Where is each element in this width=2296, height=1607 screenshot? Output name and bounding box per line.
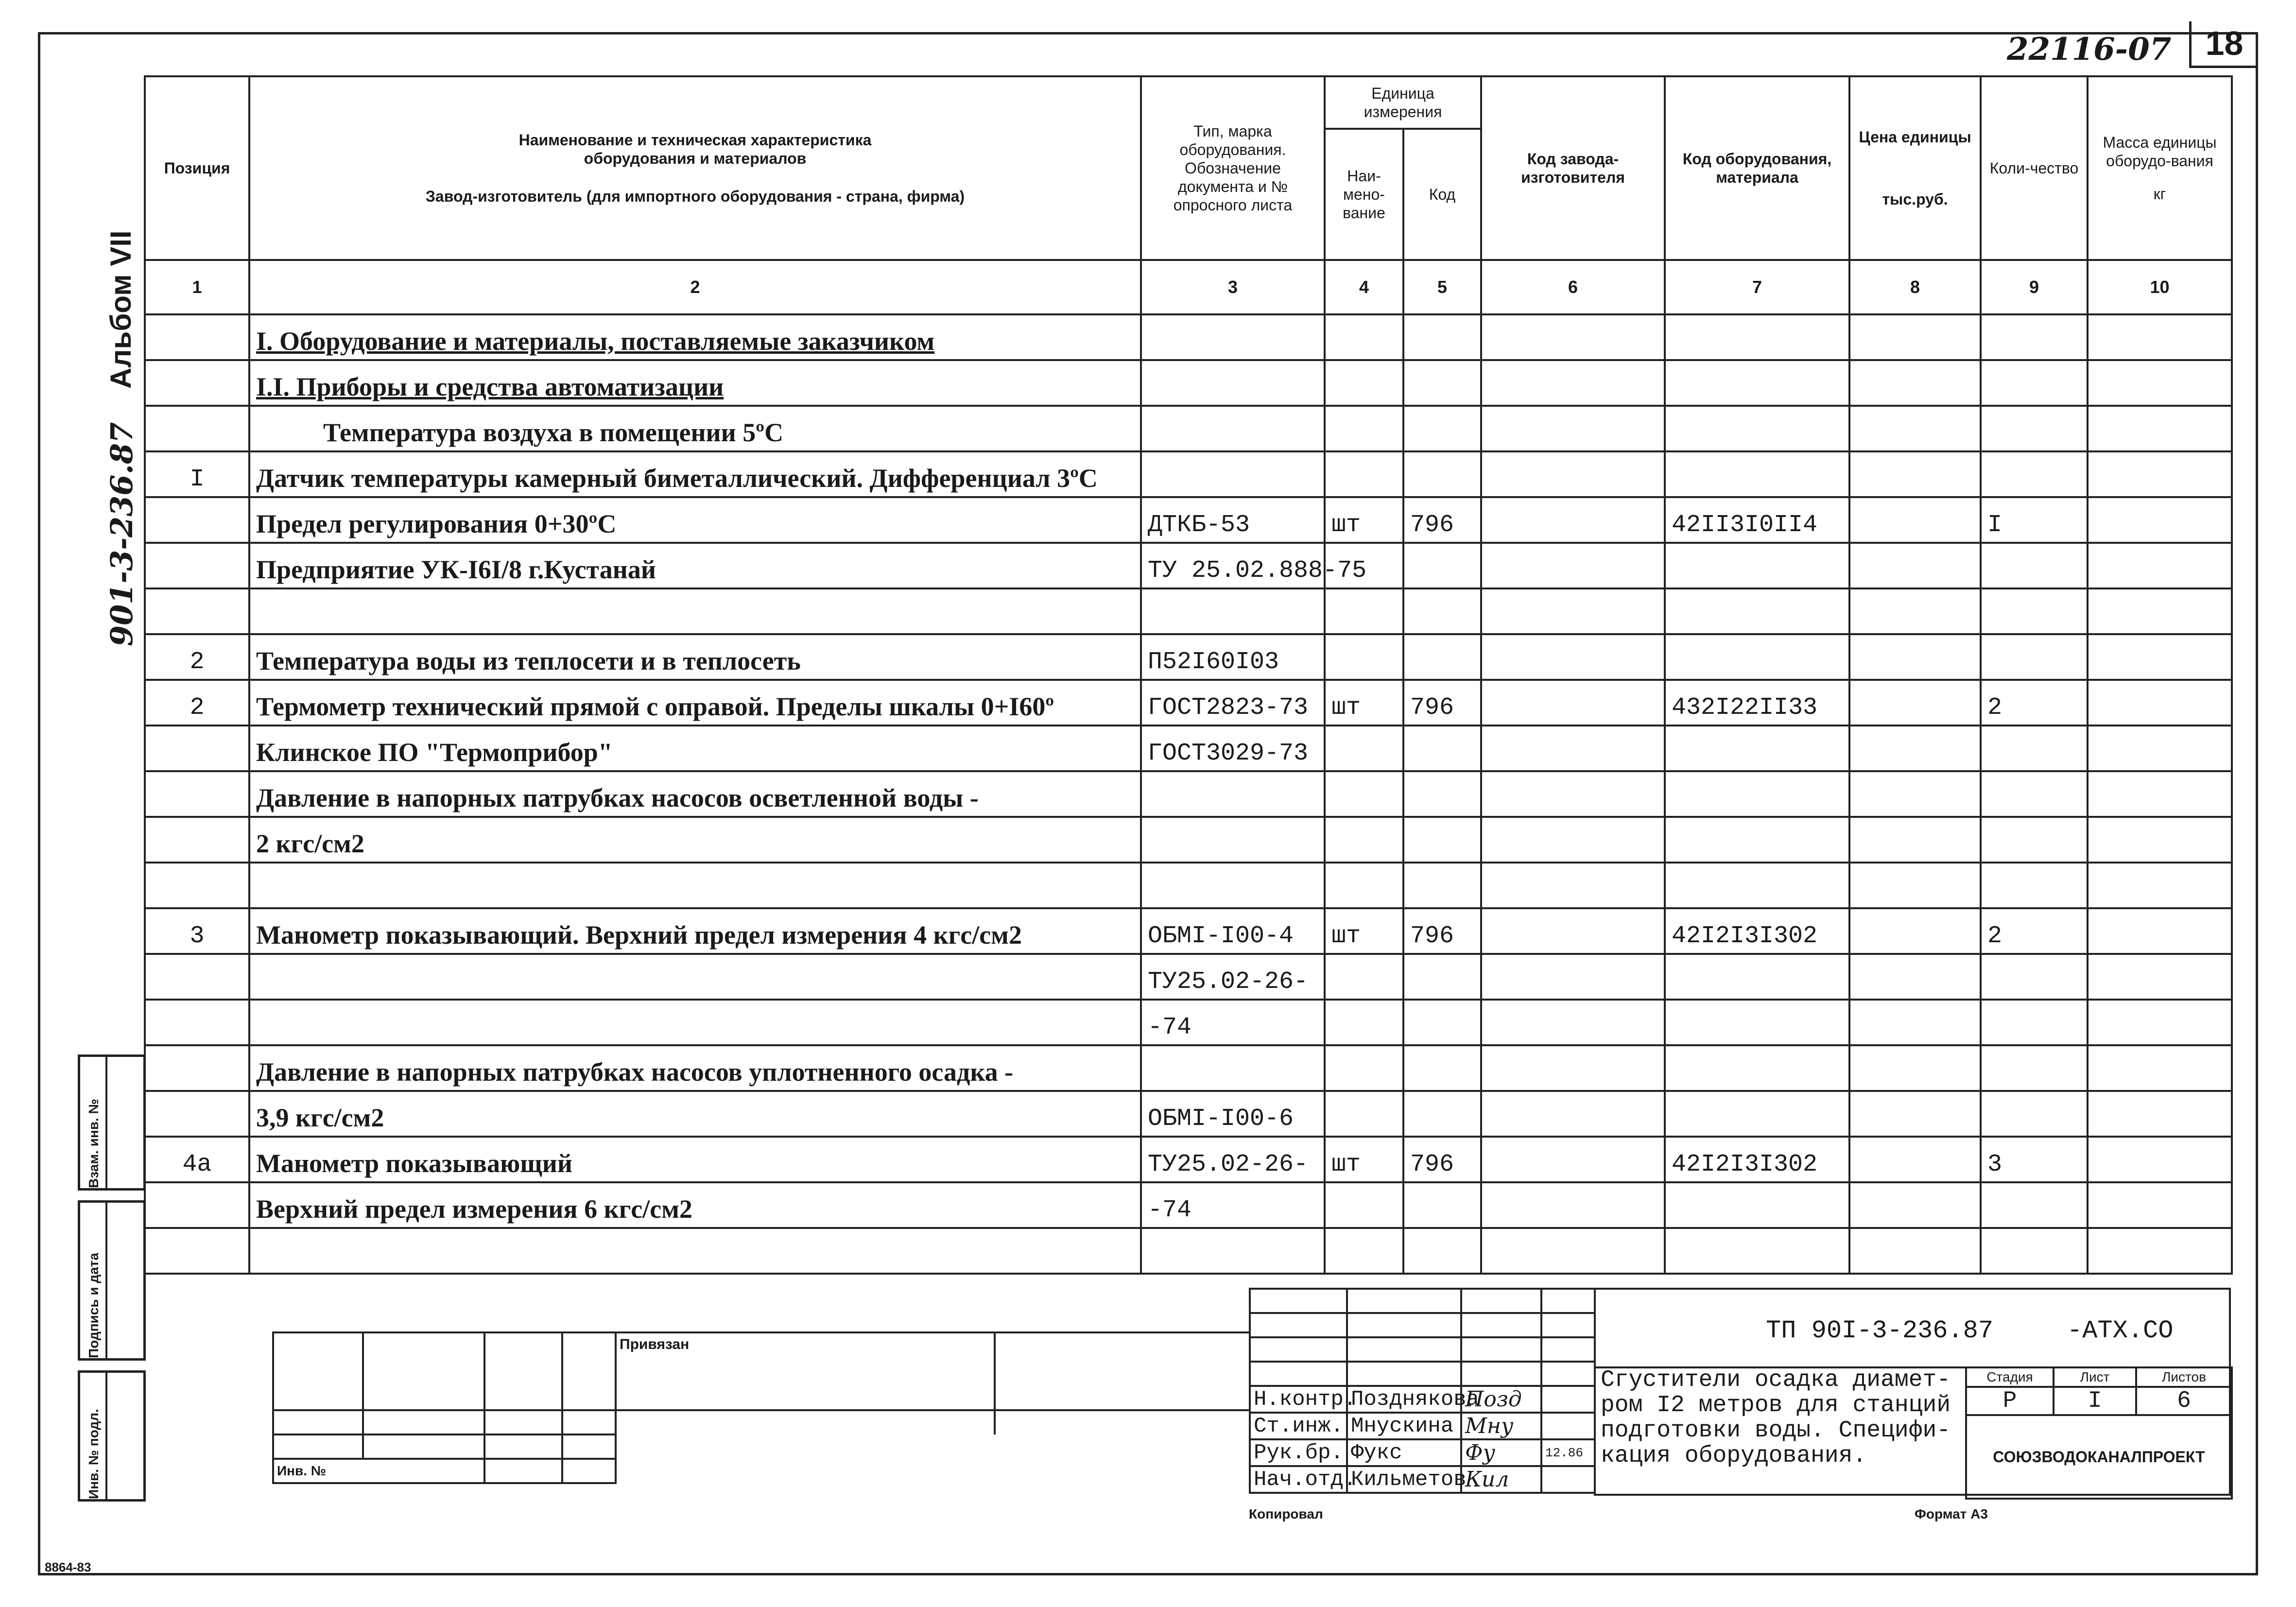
cell-plant — [1481, 1091, 1665, 1137]
cell-name — [249, 1000, 1141, 1045]
cell-qty — [1981, 451, 2088, 497]
cell-pos — [145, 406, 249, 451]
cell-type — [1141, 817, 1325, 863]
cell-code — [1403, 1045, 1481, 1091]
cell-unit: шт — [1325, 680, 1403, 726]
table-row — [145, 360, 2232, 406]
header-unit: Единица измерения — [1325, 76, 1481, 129]
cell-qty — [1981, 1228, 2088, 1274]
cell-type: ТУ25.02-26- — [1141, 1137, 1325, 1182]
sheets-value: 6 — [2136, 1387, 2232, 1415]
cell-equip: 42I2I3I302 — [1665, 1137, 1849, 1182]
cell-name: Температура воды из теплосети и в теплосеть — [249, 634, 1141, 680]
signer-signature: Мну — [1461, 1413, 1541, 1439]
cell-type — [1141, 406, 1325, 451]
cell-equip — [1665, 588, 1849, 634]
cell-code: 796 — [1403, 908, 1481, 954]
cell-plant — [1481, 954, 1665, 1000]
cell-plant — [1481, 406, 1665, 451]
cell-type — [1141, 863, 1325, 908]
cell-qty — [1981, 634, 2088, 680]
cell-mass — [2088, 680, 2232, 726]
cell-price — [1849, 314, 1981, 360]
cell-mass — [2088, 1091, 2232, 1137]
album-label: Альбом VII — [104, 230, 137, 389]
signer-row — [1250, 1386, 1595, 1413]
cell-qty — [1981, 360, 2088, 406]
cell-plant — [1481, 451, 1665, 497]
table-row — [145, 1000, 2232, 1045]
cell-qty — [1981, 954, 2088, 1000]
cell-code — [1403, 863, 1481, 908]
header-mass: Масса единицы оборудо-вания кг — [2088, 76, 2232, 260]
cell-price — [1849, 1137, 1981, 1182]
cell-name: Манометр показывающий. Верхний предел измерения 4 кгс/см2 — [249, 908, 1141, 954]
signer-date: 12.86 — [1541, 1439, 1595, 1466]
cell-type: ТУ 25.02.888-75 — [1141, 543, 1325, 588]
side-stamp-podpis: Подпись и дата — [78, 1200, 146, 1361]
cell-price — [1849, 771, 1981, 817]
cell-name: Клинское ПО "Термоприбор" — [249, 726, 1141, 771]
cell-price — [1849, 863, 1981, 908]
cell-equip — [1665, 1045, 1849, 1091]
cell-qty — [1981, 817, 2088, 863]
cell-qty: 3 — [1981, 1137, 2088, 1182]
cell-equip — [1665, 406, 1849, 451]
signer-name: Кильметов — [1347, 1466, 1461, 1493]
cell-pos — [145, 771, 249, 817]
table-row — [145, 817, 2232, 863]
cell-mass — [2088, 771, 2232, 817]
side-stamp-vzam: Взам. инв. № — [78, 1054, 146, 1191]
cell-code — [1403, 406, 1481, 451]
table-row — [145, 908, 2232, 954]
cell-plant — [1481, 1000, 1665, 1045]
sheet-value: I — [2054, 1387, 2136, 1415]
signer-row — [1250, 1439, 1595, 1466]
cell-unit: шт — [1325, 1137, 1403, 1182]
cell-price — [1849, 680, 1981, 726]
cell-qty — [1981, 314, 2088, 360]
inv-label: Инв. № — [273, 1459, 484, 1483]
cell-price — [1849, 1045, 1981, 1091]
cell-pos — [145, 863, 249, 908]
format-label: Формат А3 — [1915, 1506, 1988, 1521]
cell-plant — [1481, 1137, 1665, 1182]
cell-unit — [1325, 1045, 1403, 1091]
cell-unit — [1325, 726, 1403, 771]
cell-name: Давление в напорных патрубках насосов осветленной воды - — [249, 771, 1141, 817]
cell-type — [1141, 360, 1325, 406]
cell-price — [1849, 497, 1981, 543]
cell-code: 796 — [1403, 497, 1481, 543]
cell-price — [1849, 726, 1981, 771]
cell-price — [1849, 1182, 1981, 1228]
cell-unit — [1325, 314, 1403, 360]
cell-plant — [1481, 634, 1665, 680]
cell-pos — [145, 1228, 249, 1274]
cell-price — [1849, 360, 1981, 406]
footer-code: 8864-83 — [45, 1560, 91, 1574]
cell-code — [1403, 1000, 1481, 1045]
header-type: Тип, марка оборудования. Обозначение документа и № опросного листа — [1141, 76, 1325, 260]
cell-qty — [1981, 1000, 2088, 1045]
cell-name: Предел регулирования 0+30ºС — [249, 497, 1141, 543]
cell-unit — [1325, 771, 1403, 817]
cell-pos — [145, 1091, 249, 1137]
cell-pos — [145, 1045, 249, 1091]
cell-pos: 2 — [145, 634, 249, 680]
signer-role: Нач.отд. — [1250, 1466, 1347, 1493]
cell-type — [1141, 1228, 1325, 1274]
cell-type: ТУ25.02-26- — [1141, 954, 1325, 1000]
cell-type: ОБМI-I00-6 — [1141, 1091, 1325, 1137]
cell-price — [1849, 588, 1981, 634]
cell-pos: 3 — [145, 908, 249, 954]
signature-table — [1249, 1288, 1596, 1494]
cell-equip — [1665, 1228, 1849, 1274]
cell-mass — [2088, 451, 2232, 497]
cell-type: -74 — [1141, 1000, 1325, 1045]
cell-name: Термометр технический прямой с оправой. Пределы шкалы 0+I60º — [249, 680, 1141, 726]
table-row — [145, 406, 2232, 451]
cell-type: П52I60I03 — [1141, 634, 1325, 680]
signer-role: Ст.инж. — [1250, 1413, 1347, 1439]
cell-price — [1849, 451, 1981, 497]
kopiroval-label: Копировал — [1249, 1506, 1323, 1521]
cell-unit — [1325, 863, 1403, 908]
signer-name: Позднякова — [1347, 1386, 1461, 1413]
cell-code: 796 — [1403, 680, 1481, 726]
cell-type: -74 — [1141, 1182, 1325, 1228]
cell-plant — [1481, 588, 1665, 634]
cell-code — [1403, 360, 1481, 406]
cell-plant — [1481, 817, 1665, 863]
cell-pos — [145, 1000, 249, 1045]
cell-qty — [1981, 771, 2088, 817]
header-price: Цена единицы тыс.руб. — [1849, 76, 1981, 260]
cell-name: 2 кгс/см2 — [249, 817, 1141, 863]
header-unit-code: Код — [1403, 129, 1481, 260]
cell-pos: I — [145, 451, 249, 497]
column-numbers-row: 1 2 3 4 5 6 7 8 9 10 — [145, 260, 2232, 314]
cell-mass — [2088, 908, 2232, 954]
cell-mass — [2088, 588, 2232, 634]
cell-equip — [1665, 817, 1849, 863]
cell-plant — [1481, 543, 1665, 588]
cell-unit: шт — [1325, 497, 1403, 543]
cell-pos — [145, 314, 249, 360]
cell-name: Давление в напорных патрубках насосов уплотненного осадка - — [249, 1045, 1141, 1091]
table-row — [145, 863, 2232, 908]
cell-name: 3,9 кгс/см2 — [249, 1091, 1141, 1137]
header-unit-name: Наи-мено-вание — [1325, 129, 1403, 260]
cell-mass — [2088, 634, 2232, 680]
cell-equip — [1665, 1000, 1849, 1045]
document-number: 22116-07 — [2007, 31, 2172, 68]
table-row — [145, 497, 2232, 543]
cell-pos — [145, 588, 249, 634]
table-row — [145, 1182, 2232, 1228]
cell-pos — [145, 726, 249, 771]
cell-unit — [1325, 360, 1403, 406]
cell-equip — [1665, 451, 1849, 497]
cell-price — [1849, 1228, 1981, 1274]
cell-qty: 2 — [1981, 680, 2088, 726]
cell-code — [1403, 726, 1481, 771]
cell-price — [1849, 817, 1981, 863]
cell-name: Манометр показывающий — [249, 1137, 1141, 1182]
cell-qty: I — [1981, 497, 2088, 543]
cell-price — [1849, 406, 1981, 451]
cell-equip — [1665, 314, 1849, 360]
cell-type — [1141, 451, 1325, 497]
cell-plant — [1481, 1182, 1665, 1228]
stage-value: Р — [1966, 1387, 2054, 1415]
cell-equip: 42I2I3I302 — [1665, 908, 1849, 954]
signer-row — [1250, 1466, 1595, 1493]
table-row — [145, 771, 2232, 817]
cell-mass — [2088, 1182, 2232, 1228]
cell-code — [1403, 588, 1481, 634]
cell-type — [1141, 771, 1325, 817]
cell-code — [1403, 1091, 1481, 1137]
cell-plant — [1481, 726, 1665, 771]
sheets-label: Листов — [2136, 1367, 2232, 1387]
cell-qty — [1981, 726, 2088, 771]
cell-equip — [1665, 543, 1849, 588]
cell-equip: 432I22II33 — [1665, 680, 1849, 726]
cell-name: Верхний предел измерения 6 кгс/см2 — [249, 1182, 1141, 1228]
cell-mass — [2088, 863, 2232, 908]
cell-unit — [1325, 817, 1403, 863]
cell-plant — [1481, 1228, 1665, 1274]
cell-unit: шт — [1325, 908, 1403, 954]
cell-qty — [1981, 1045, 2088, 1091]
header-qty: Коли-чество — [1981, 76, 2088, 260]
table-row — [145, 954, 2232, 1000]
project-code-side: 901-3-236.87 — [104, 422, 139, 646]
cell-unit — [1325, 1228, 1403, 1274]
signer-signature: Кил — [1461, 1466, 1541, 1493]
cell-mass — [2088, 817, 2232, 863]
cell-mass — [2088, 497, 2232, 543]
cell-equip — [1665, 726, 1849, 771]
header-equip-code: Код оборудования, материала — [1665, 76, 1849, 260]
cell-code — [1403, 543, 1481, 588]
cell-unit — [1325, 406, 1403, 451]
table-row — [145, 1045, 2232, 1091]
signer-date — [1541, 1386, 1595, 1413]
cell-name: I.I. Приборы и средства автоматизации — [249, 360, 1141, 406]
cell-unit — [1325, 1000, 1403, 1045]
signer-row — [1250, 1413, 1595, 1439]
cell-code — [1403, 817, 1481, 863]
cell-equip — [1665, 634, 1849, 680]
cell-name — [249, 954, 1141, 1000]
table-row — [145, 726, 2232, 771]
cell-price — [1849, 1000, 1981, 1045]
cell-name: I. Оборудование и материалы, поставляемые заказчиком — [249, 314, 1141, 360]
cell-name: Предприятие УК-I6I/8 г.Кустанай — [249, 543, 1141, 588]
cell-unit — [1325, 1182, 1403, 1228]
signer-role: Рук.бр. — [1250, 1439, 1347, 1466]
table-row — [145, 588, 2232, 634]
cell-mass — [2088, 1137, 2232, 1182]
cell-plant — [1481, 1045, 1665, 1091]
cell-name — [249, 1228, 1141, 1274]
cell-pos — [145, 817, 249, 863]
cell-pos — [145, 543, 249, 588]
cell-code — [1403, 451, 1481, 497]
signer-date — [1541, 1413, 1595, 1439]
cell-mass — [2088, 314, 2232, 360]
table-row — [145, 1137, 2232, 1182]
cell-name: Температура воздуха в помещении 5ºС — [249, 406, 1141, 451]
cell-name — [249, 863, 1141, 908]
cell-type: ГОСТ3029-73 — [1141, 726, 1325, 771]
cell-code: 796 — [1403, 1137, 1481, 1182]
signer-role: Н.контр. — [1250, 1386, 1347, 1413]
privyazan-stamp — [272, 1331, 1251, 1484]
cell-unit — [1325, 588, 1403, 634]
cell-equip: 42II3I0II4 — [1665, 497, 1849, 543]
cell-qty — [1981, 406, 2088, 451]
cell-qty — [1981, 863, 2088, 908]
cell-qty — [1981, 543, 2088, 588]
cell-code — [1403, 634, 1481, 680]
cell-qty — [1981, 1182, 2088, 1228]
cell-type: ОБМI-I00-4 — [1141, 908, 1325, 954]
cell-plant — [1481, 863, 1665, 908]
cell-mass — [2088, 726, 2232, 771]
cell-name — [249, 588, 1141, 634]
cell-pos: 4а — [145, 1137, 249, 1182]
cell-plant — [1481, 908, 1665, 954]
cell-unit — [1325, 451, 1403, 497]
cell-unit — [1325, 1091, 1403, 1137]
cell-price — [1849, 634, 1981, 680]
table-row — [145, 314, 2232, 360]
cell-plant — [1481, 680, 1665, 726]
signer-signature: Фу — [1461, 1439, 1541, 1466]
cell-pos — [145, 497, 249, 543]
cell-mass — [2088, 954, 2232, 1000]
cell-type: ГОСТ2823-73 — [1141, 680, 1325, 726]
cell-name: Датчик температуры камерный биметаллический. Дифференциал 3ºС — [249, 451, 1141, 497]
cell-equip — [1665, 360, 1849, 406]
cell-price — [1849, 908, 1981, 954]
cell-price — [1849, 543, 1981, 588]
cell-equip — [1665, 954, 1849, 1000]
designation: ТП 90I-3-236.87 — [1766, 1316, 1994, 1345]
cell-qty: 2 — [1981, 908, 2088, 954]
cell-equip — [1665, 1182, 1849, 1228]
signer-name: Мнускина — [1347, 1413, 1461, 1439]
cell-pos — [145, 1182, 249, 1228]
table-row — [145, 680, 2232, 726]
cell-qty — [1981, 588, 2088, 634]
sheet-label: Лист — [2054, 1367, 2136, 1387]
cell-mass — [2088, 406, 2232, 451]
document-title: Сгустители осадка диамет- ром I2 метров для станций подготовки воды. Специфи- кация оборудования. — [1601, 1367, 1951, 1469]
cell-plant — [1481, 771, 1665, 817]
cell-plant — [1481, 314, 1665, 360]
cell-price — [1849, 954, 1981, 1000]
privyazan-label: Привязан — [616, 1332, 995, 1410]
cell-mass — [2088, 1228, 2232, 1274]
table-row — [145, 1091, 2232, 1137]
cell-unit — [1325, 954, 1403, 1000]
cell-type — [1141, 314, 1325, 360]
cell-equip — [1665, 771, 1849, 817]
side-stamp-inv: Инв. № подл. — [78, 1370, 146, 1502]
header-position: Позиция — [145, 76, 249, 260]
cell-code — [1403, 314, 1481, 360]
cell-mass — [2088, 543, 2232, 588]
header-plant-code: Код завода-изготовителя — [1481, 76, 1665, 260]
cell-mass — [2088, 1000, 2232, 1045]
cell-price — [1849, 1091, 1981, 1137]
cell-unit — [1325, 634, 1403, 680]
table-row — [145, 543, 2232, 588]
cell-mass — [2088, 1045, 2232, 1091]
cell-equip — [1665, 1091, 1849, 1137]
title-block — [1594, 1288, 2231, 1496]
page-number: 18 — [2189, 21, 2257, 68]
cell-type — [1141, 588, 1325, 634]
cell-mass — [2088, 360, 2232, 406]
cell-plant — [1481, 497, 1665, 543]
cell-code — [1403, 1182, 1481, 1228]
signer-name: Фукс — [1347, 1439, 1461, 1466]
cell-equip — [1665, 863, 1849, 908]
cell-qty — [1981, 1091, 2088, 1137]
cell-type: ДТКБ-53 — [1141, 497, 1325, 543]
header-name: Наименование и техническая характеристика оборудования и материалов Завод-изготовитель (для импортного оборудования - страна, фирма) — [249, 76, 1141, 260]
organization: СОЮЗВОДОКАНАЛПРОЕКТ — [1966, 1415, 2232, 1499]
table-row — [145, 1228, 2232, 1274]
specification-body — [145, 314, 2232, 1274]
table-row — [145, 451, 2232, 497]
table-row — [145, 634, 2232, 680]
designation-suffix: -АТХ.СО — [2067, 1316, 2174, 1345]
cell-pos — [145, 360, 249, 406]
signer-date — [1541, 1466, 1595, 1493]
cell-code — [1403, 954, 1481, 1000]
cell-code — [1403, 1228, 1481, 1274]
cell-pos — [145, 954, 249, 1000]
cell-code — [1403, 771, 1481, 817]
stage-label: Стадия — [1966, 1367, 2054, 1387]
signer-signature: Позд — [1461, 1386, 1541, 1413]
specification-table — [144, 75, 2233, 1275]
cell-plant — [1481, 360, 1665, 406]
cell-pos: 2 — [145, 680, 249, 726]
cell-type — [1141, 1045, 1325, 1091]
